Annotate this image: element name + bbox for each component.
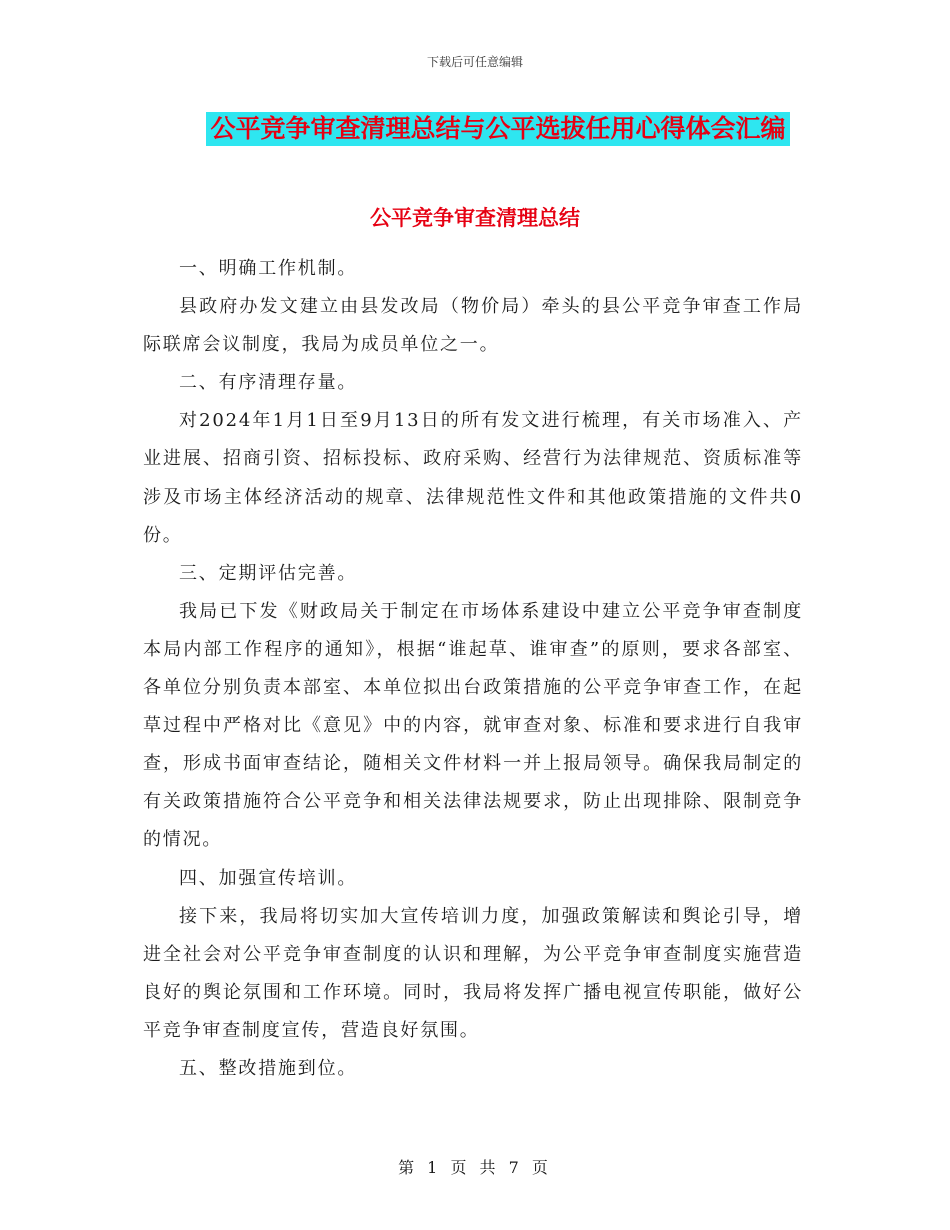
heading-3: 三、定期评估完善。	[179, 562, 358, 584]
page-footer: 第 1 页 共 7 页	[398, 1158, 552, 1177]
heading-2: 二、有序清理存量。	[179, 372, 358, 394]
document-title: 公平竞争审查清理总结与公平选拔任用心得体会汇编	[206, 112, 789, 146]
paragraph-1: 县政府办发文建立由县发改局（物价局）牵头的县公平竞争审查工作局际联席会议制度，我局为成员单位之一。	[143, 296, 803, 356]
paragraph-3: 我局已下发《财政局关于制定在市场体系建设中建立公平竞争审查制度本局内部工作程序的通知》，根据“谁起草、谁审查”的原则，要求各部室、各单位分别负责本部室、本单位拟出台政策措施的公平竞争审查工作，在起草过程中严格对比《意见》中的内容，就审查对象、标准和要求进行自我审查，形成书面审查结论，随相关文件材料一并上报局领导。确保我局制定的有关政策措施符合公平竞争和相关法律法规要求，防止出现排除、限制竞争的情况。	[143, 600, 803, 851]
heading-4: 四、加强宣传培训。	[179, 867, 358, 889]
document-title-wrap	[0, 112, 950, 146]
document-body	[143, 250, 803, 1088]
paragraph-4: 接下来，我局将切实加大宣传培训力度，加强政策解读和舆论引导，增进全社会对公平竞争审查制度的认识和理解，为公平竞争审查制度实施营造良好的舆论氛围和工作环境。同时，我局将发挥广播电视宣传职能，做好公平竞争审查制度宣传，营造良好氛围。	[143, 905, 803, 1041]
heading-1: 一、明确工作机制。	[179, 258, 358, 279]
heading-5: 五、整改措施到位。	[179, 1057, 358, 1079]
section-title: 公平竞争审查清理总结	[370, 206, 580, 230]
paragraph-2: 对2024年1月1日至9月13日的所有发文进行梳理，有关市场准入、产业进展、招商引资、招标投标、政府采购、经营行为法律规范、资质标准等涉及市场主体经济活动的规章、法律规范性文件和其他政策措施的文件共0份。	[143, 410, 803, 546]
header-note: 下载后可任意编辑	[426, 55, 523, 69]
